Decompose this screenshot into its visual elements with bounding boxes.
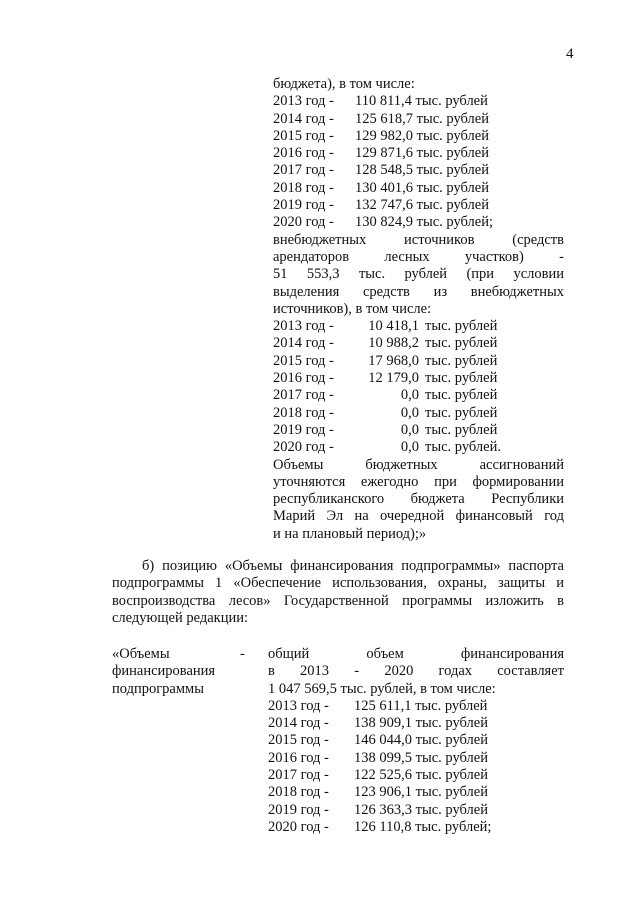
- offbudget-row: [273, 405, 564, 422]
- year-label: 2019 год -: [273, 197, 334, 214]
- funding-total: 1 047 569,5 тыс. рублей, в том числе:: [268, 680, 496, 697]
- amount: 125 611,1 тыс. рублей: [354, 697, 488, 714]
- note-line: Марий Эл на очередной финансовый год: [273, 508, 564, 525]
- subprogram-label: [112, 646, 248, 698]
- year-label: 2015 год -: [273, 352, 334, 369]
- budget-intro: бюджета), в том числе:: [273, 76, 415, 92]
- paragraph-line: б) позицию «Объемы финансирования подпрограммы» паспорта: [142, 558, 564, 574]
- year-label: 2018 год -: [273, 404, 334, 421]
- year-label: 2018 год -: [273, 179, 334, 196]
- offbudget-row: [273, 318, 564, 335]
- year-label: 2017 год -: [273, 387, 334, 404]
- offbudget-text-line: 51 553,3 тыс. рублей (при условии: [273, 266, 564, 283]
- note-line: уточняются ежегодно при формировании: [273, 473, 564, 490]
- amount: 125 618,7 тыс. рублей: [355, 110, 489, 127]
- year-label: 2014 год -: [273, 335, 334, 352]
- funding-row: [268, 767, 564, 784]
- offbudget-text-line: внебюджетных источников (средств: [273, 231, 564, 248]
- offbudget-row: [273, 387, 564, 404]
- amount: 0,0: [400, 387, 419, 404]
- amount: 12 179,0: [368, 370, 419, 387]
- amount: 0,0: [400, 421, 419, 438]
- amount: 10 418,1: [368, 318, 419, 335]
- amount: 146 044,0 тыс. рублей: [354, 732, 488, 749]
- funding-text-line: в 2013 - 2020 годах составляет: [268, 663, 564, 680]
- amount: 17 968,0: [368, 352, 419, 369]
- offbudget-text-line: выделения средств из внебюджетных: [273, 283, 564, 300]
- label-line: финансирования: [112, 663, 216, 680]
- amount: 126 363,3 тыс. рублей: [354, 801, 488, 818]
- note-line: и на плановый период);»: [273, 525, 427, 542]
- amount: 110 811,4 тыс. рублей: [355, 93, 488, 110]
- year-label: 2017 год -: [273, 162, 334, 179]
- funding-row: [268, 715, 564, 732]
- budget-funding-block: [273, 76, 564, 543]
- unit: тыс. рублей: [425, 318, 498, 335]
- funding-row: [268, 698, 564, 715]
- amount: 132 747,6 тыс. рублей: [355, 197, 489, 214]
- note-line: республиканского бюджета Республики: [273, 491, 564, 508]
- offbudget-row: [273, 439, 564, 456]
- amount: 0,0: [400, 404, 419, 421]
- label-line: подпрограммы: [112, 680, 204, 697]
- amount: 130 401,6 тыс. рублей: [355, 179, 489, 196]
- year-label: 2013 год -: [268, 697, 329, 714]
- budget-row: [273, 197, 564, 214]
- budget-rows: [273, 93, 564, 231]
- unit: тыс. рублей: [425, 335, 498, 352]
- budget-row: [273, 128, 564, 145]
- unit: тыс. рублей: [425, 404, 498, 421]
- offbudget-block: [273, 232, 564, 457]
- label-line: «Объемы: [112, 646, 170, 662]
- funding-row: [268, 732, 564, 749]
- unit: тыс. рублей: [425, 370, 498, 387]
- offbudget-row: [273, 370, 564, 387]
- unit: тыс. рублей: [425, 421, 498, 438]
- offbudget-row: [273, 335, 564, 352]
- budget-row: [273, 214, 564, 231]
- year-label: 2016 год -: [273, 145, 334, 162]
- amount: 129 871,6 тыс. рублей: [355, 145, 489, 162]
- funding-row: [268, 784, 564, 801]
- note-line: Объемы бюджетных ассигнований: [273, 456, 564, 473]
- year-label: 2018 год -: [268, 784, 329, 801]
- amount: 128 548,5 тыс. рублей: [355, 162, 489, 179]
- budget-row: [273, 145, 564, 162]
- offbudget-row: [273, 422, 564, 439]
- funding-row: [268, 750, 564, 767]
- amount: 123 906,1 тыс. рублей: [354, 784, 488, 801]
- paragraph-line: воспроизводства лесов» Государственной программы изложить в: [112, 592, 564, 609]
- funding-row: [268, 819, 564, 836]
- offbudget-row: [273, 353, 564, 370]
- unit: тыс. рублей: [425, 352, 498, 369]
- budget-row: [273, 162, 564, 179]
- year-label: 2020 год -: [273, 439, 334, 456]
- unit: тыс. рублей: [425, 387, 498, 404]
- year-label: 2017 год -: [268, 767, 329, 784]
- funding-row: [268, 802, 564, 819]
- amount: 122 525,6 тыс. рублей: [354, 767, 488, 784]
- year-label: 2020 год -: [268, 818, 329, 835]
- paragraph-line: следующей редакции:: [112, 609, 249, 626]
- amount: 130 824,9 тыс. рублей;: [355, 214, 493, 231]
- year-label: 2016 год -: [273, 370, 334, 387]
- amount: 0,0: [400, 439, 419, 456]
- appropriations-note: [273, 457, 564, 543]
- year-label: 2015 год -: [273, 127, 334, 144]
- year-label: 2020 год -: [273, 214, 334, 231]
- subprogram-funding: [268, 646, 564, 836]
- year-label: 2013 год -: [273, 93, 334, 110]
- budget-row: [273, 180, 564, 197]
- section-b-paragraph: [112, 558, 564, 627]
- year-label: 2016 год -: [268, 749, 329, 766]
- year-label: 2014 год -: [268, 715, 329, 732]
- amount: 126 110,8 тыс. рублей;: [354, 818, 492, 835]
- funding-text-line: общий объем финансирования: [268, 646, 564, 662]
- budget-row: [273, 93, 564, 110]
- amount: 10 988,2: [368, 335, 419, 352]
- year-label: 2019 год -: [273, 421, 334, 438]
- amount: 138 909,1 тыс. рублей: [354, 715, 488, 732]
- label-dash: -: [240, 646, 245, 662]
- year-label: 2019 год -: [268, 801, 329, 818]
- offbudget-text-line: источников), в том числе:: [273, 300, 432, 317]
- year-label: 2014 год -: [273, 110, 334, 127]
- amount: 138 099,5 тыс. рублей: [354, 749, 488, 766]
- year-label: 2013 год -: [273, 318, 334, 335]
- year-label: 2015 год -: [268, 732, 329, 749]
- amount: 129 982,0 тыс. рублей: [355, 127, 489, 144]
- page-number: 4: [566, 46, 574, 62]
- budget-row: [273, 111, 564, 128]
- offbudget-text-line: арендаторов лесных участков) -: [273, 248, 564, 265]
- paragraph-line: подпрограммы 1 «Обеспечение использования, охраны, защиты и: [112, 575, 564, 592]
- unit: тыс. рублей.: [425, 439, 501, 456]
